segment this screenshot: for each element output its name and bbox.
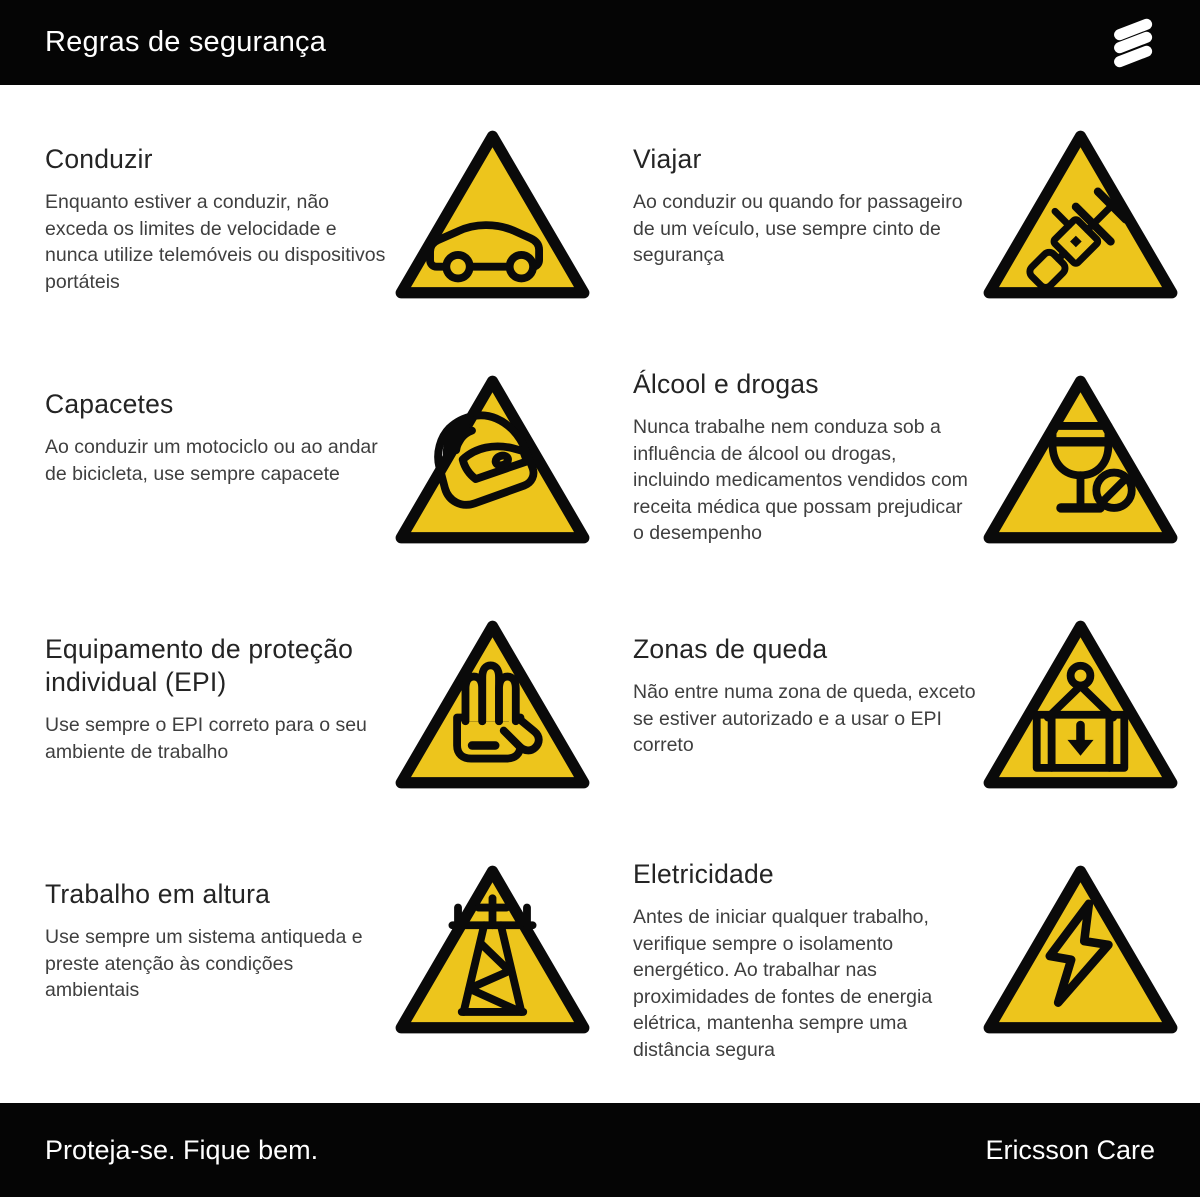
- section-capacetes: [45, 368, 595, 613]
- section-alcool-drogas: [595, 368, 1183, 613]
- section-title: Eletricidade: [633, 859, 774, 889]
- section-title: Equipamento de proteção individual (EPI): [45, 634, 354, 698]
- section-title: Capacetes: [45, 389, 174, 419]
- section-trabalho-em-altura: [45, 858, 595, 1103]
- section-title: Viajar: [633, 144, 702, 174]
- section-description: Antes de iniciar qualquer trabalho, verifique sempre o isolamento energético. Ao trabalhar nas proximidades de fontes de energia elétrica, mantenha sempre uma distância segura: [633, 906, 933, 1061]
- section-zonas-de-queda: [595, 613, 1183, 858]
- section-viajar: [595, 123, 1183, 368]
- section-title: Conduzir: [45, 144, 153, 174]
- warning-sign-tower: [390, 858, 595, 1046]
- section-description: Use sempre um sistema antiqueda e preste atenção às condições ambientais: [45, 926, 363, 1002]
- warning-sign-alcohol: [978, 368, 1183, 556]
- section-eletricidade: [595, 858, 1183, 1103]
- section-title: Trabalho em altura: [45, 879, 271, 909]
- ericsson-logo-icon: [1113, 22, 1153, 63]
- section-description: Ao conduzir ou quando for passageiro de um veículo, use sempre cinto de segurança: [633, 191, 963, 267]
- section-conduzir: [45, 123, 595, 368]
- sections-grid: [0, 85, 1200, 1103]
- warning-sign-seatbelt: [978, 123, 1183, 311]
- section-epi: [45, 613, 595, 858]
- section-description: Não entre numa zona de queda, exceto se estiver autorizado e a usar o EPI correto: [633, 681, 976, 757]
- section-title: Álcool e drogas: [633, 369, 819, 399]
- warning-sign-driving: [390, 123, 595, 311]
- section-description: Ao conduzir um motociclo ou ao andar de bicicleta, use sempre capacete: [45, 436, 378, 485]
- section-title: Zonas de queda: [633, 634, 828, 664]
- warning-sign-ppe: [390, 613, 595, 801]
- section-description: Use sempre o EPI correto para o seu ambiente de trabalho: [45, 714, 367, 763]
- page-title: Regras de segurança: [45, 26, 327, 58]
- footer-slogan: Proteja-se. Fique bem.: [45, 1134, 319, 1165]
- footer-bar: [0, 1103, 1200, 1197]
- section-description: Enquanto estiver a conduzir, não exceda os limites de velocidade e nunca utilize telemóveis ou dispositivos portáteis: [45, 191, 386, 293]
- warning-sign-suspended-load: [978, 613, 1183, 801]
- footer-brand: Ericsson Care: [985, 1134, 1155, 1165]
- header-bar: [0, 0, 1200, 85]
- warning-sign-helmet: [390, 368, 595, 556]
- warning-sign-electricity: [978, 858, 1183, 1046]
- section-description: Nunca trabalhe nem conduza sob a influência de álcool ou drogas, incluindo medicamentos vendidos com receita médica que possam prejudicar o desempenho: [633, 416, 968, 545]
